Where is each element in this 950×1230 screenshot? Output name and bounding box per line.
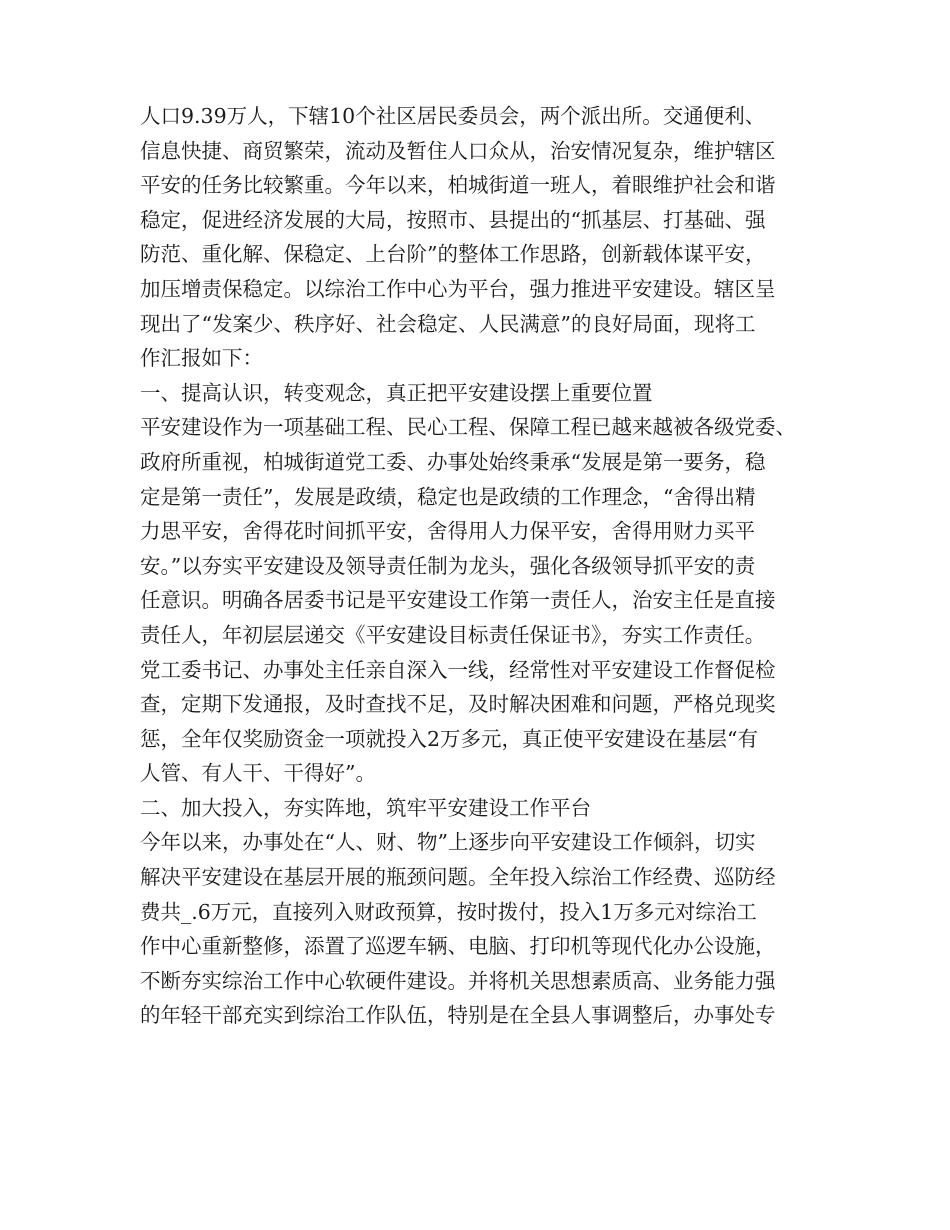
text-line: 平安建设作为一项基础工程、民心工程、保障工程已越来越被各级党委、 bbox=[140, 415, 796, 440]
text-line: 现出了“发案少、秩序好、社会稳定、人民满意”的良好局面，现将工 bbox=[140, 311, 756, 336]
text-line: 责任人，年初层层递交《平安建设目标责任保证书》，夯实工作责任。 bbox=[140, 622, 766, 647]
section-heading-1: 一、提高认识，转变观念，真正把平安建设摆上重要位置 bbox=[140, 380, 653, 405]
text-line: 定是第一责任”，发展是政绩，稳定也是政绩的工作理念，“舍得出精 bbox=[140, 484, 756, 509]
text-line: 作中心重新整修，添置了巡逻车辆、电脑、打印机等现代化办公设施， bbox=[140, 934, 776, 959]
section-heading-2: 二、加大投入，夯实阵地，筑牢平安建设工作平台 bbox=[140, 795, 591, 820]
text-line: 信息快捷、商贸繁荣，流动及暂住人口众从，治安情况复杂，维护辖区 bbox=[140, 138, 776, 163]
text-line: 人管、有人干、干得好”。 bbox=[140, 761, 376, 786]
text-line: 政府所重视，柏城街道党工委、办事处始终秉承“发展是第一要务，稳 bbox=[140, 449, 766, 474]
text-line: 查，定期下发通报，及时查找不足，及时解决困难和问题，严格兑现奖 bbox=[140, 692, 776, 717]
text-line: 任意识。明确各居委书记是平安建设工作第一责任人，治安主任是直接 bbox=[140, 588, 776, 613]
text-line: 解决平安建设在基层开展的瓶颈问题。全年投入综治工作经费、巡防经 bbox=[140, 865, 776, 890]
text-line: 惩，全年仅奖励资金一项就投入2万多元，真正使平安建设在基层“有 bbox=[140, 726, 759, 751]
body-text bbox=[140, 99, 840, 1033]
text-line: 不断夯实综治工作中心软硬件建设。并将机关思想素质高、业务能力强 bbox=[140, 968, 776, 993]
text-line: 的年轻干部充实到综治工作队伍，特别是在全县人事调整后，办事处专 bbox=[140, 1003, 776, 1028]
text-line: 加压增责保稳定。以综治工作中心为平台，强力推进平安建设。辖区呈 bbox=[140, 276, 776, 301]
text-line: 费共_.6万元，直接列入财政预算，按时拨付，投入1万多元对综治工 bbox=[140, 899, 757, 924]
text-line: 平安的任务比较繁重。今年以来，柏城街道一班人，着眼维护社会和谐 bbox=[140, 173, 776, 198]
text-line: 稳定，促进经济发展的大局，按照市、县提出的“抓基层、打基础、强 bbox=[140, 207, 766, 232]
text-line: 今年以来，办事处在“人、财、物”上逐步向平安建设工作倾斜，切实 bbox=[140, 830, 756, 855]
text-line: 力思平安，舍得花时间抓平安，舍得用人力保平安，舍得用财力买平 bbox=[140, 519, 755, 544]
text-line: 防范、重化解、保稳定、上台阶”的整体工作思路，创新载体谋平安， bbox=[140, 242, 766, 267]
text-line: 安。”以夯实平安建设及领导责任制为龙头，强化各级领导抓平安的责 bbox=[140, 553, 756, 578]
text-line: 作汇报如下： bbox=[140, 346, 263, 371]
text-line: 人口9.39万人，下辖10个社区居民委员会，两个派出所。交通便利、 bbox=[140, 104, 766, 128]
text-line: 党工委书记、办事处主任亲自深入一线，经常性对平安建设工作督促检 bbox=[140, 657, 776, 682]
